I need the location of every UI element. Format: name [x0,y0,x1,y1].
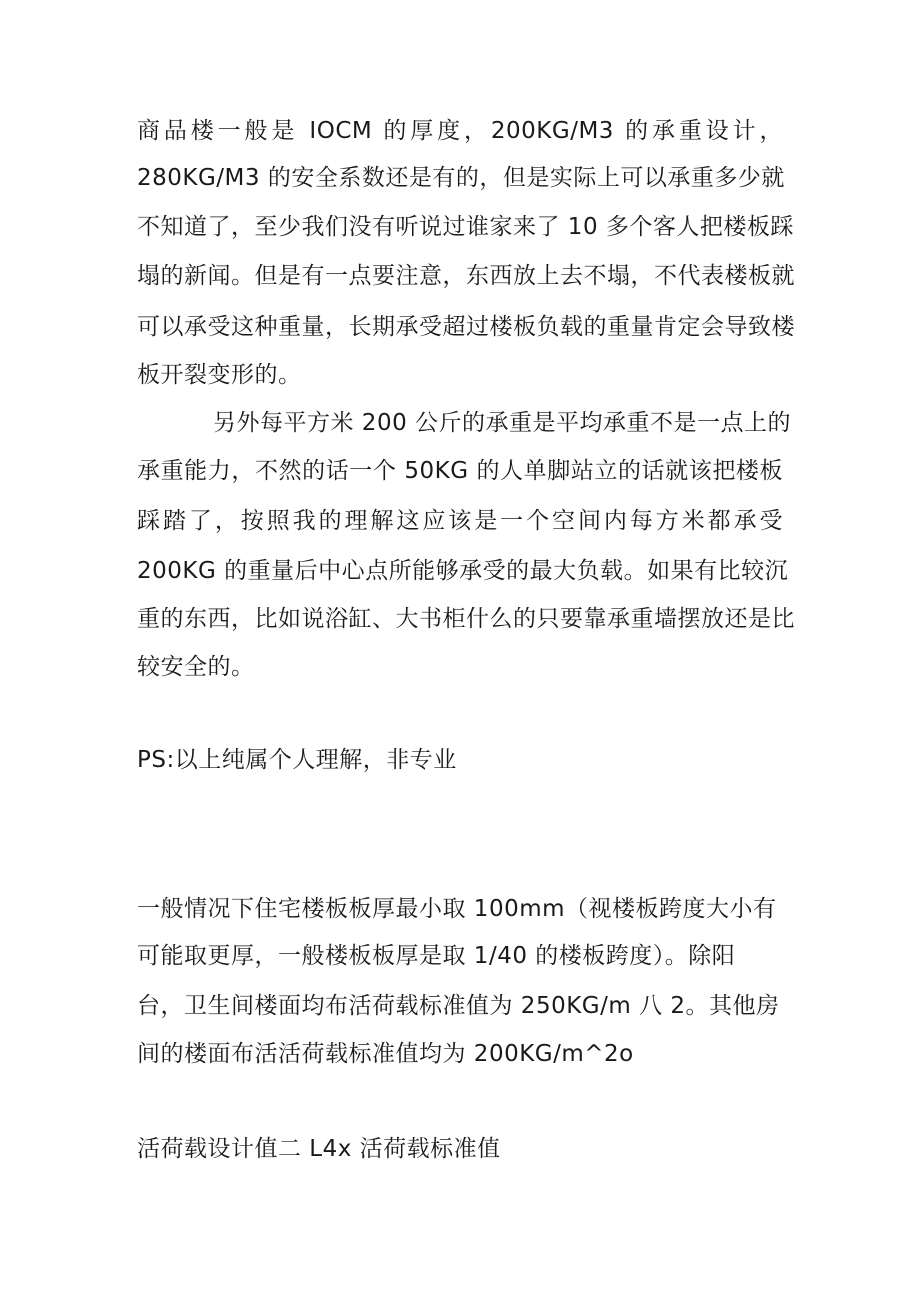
text-line: 商品楼一般是 IOCM 的厚度，200KG/M3 的承重设计， [137,118,783,144]
text-line: 较安全的。 [137,654,255,680]
text-line: 承重能力，不然的话一个 50KG 的人单脚站立的话就该把楼板 [137,458,783,484]
text-line: 塌的新闻。但是有一点要注意，东西放上去不塌，不代表楼板就 [137,263,795,289]
text-line: 可以承受这种重量，长期承受超过楼板负载的重量肯定会导致楼 [137,314,795,340]
text-line: 活荷载设计值二 L4x 活荷载标准值 [137,1136,501,1162]
text-line: 不知道了，至少我们没有听说过谁家来了 10 多个客人把楼板踩 [137,214,794,240]
text-line: 板开裂变形的。 [137,362,302,388]
text-line: PS:以上纯属个人理解，非专业 [137,747,457,773]
text-line: 另外每平方米 200 公斤的承重是平均承重不是一点上的 [213,410,792,436]
text-line: 一般情况下住宅楼板板厚最小取 100mm（视楼板跨度大小有 [137,896,777,922]
text-line: 200KG 的重量后中心点所能够承受的最大负载。如果有比较沉 [137,558,789,584]
text-line: 踩踏了，按照我的理解这应该是一个空间内每方米都承受 [137,508,783,534]
text-line: 台，卫生间楼面均布活荷载标准值为 250KG/m 八 2。其他房 [137,993,780,1019]
text-line: 可能取更厚，一般楼板板厚是取 1/40 的楼板跨度）。除阳 [137,943,736,969]
text-line: 间的楼面布活活荷载标准值均为 200KG/m^2o [137,1041,634,1067]
text-line: 280KG/M3 的安全系数还是有的，但是实际上可以承重多少就 [137,165,785,191]
text-line: 重的东西，比如说浴缸、大书柜什么的只要靠承重墙摆放还是比 [137,606,795,632]
